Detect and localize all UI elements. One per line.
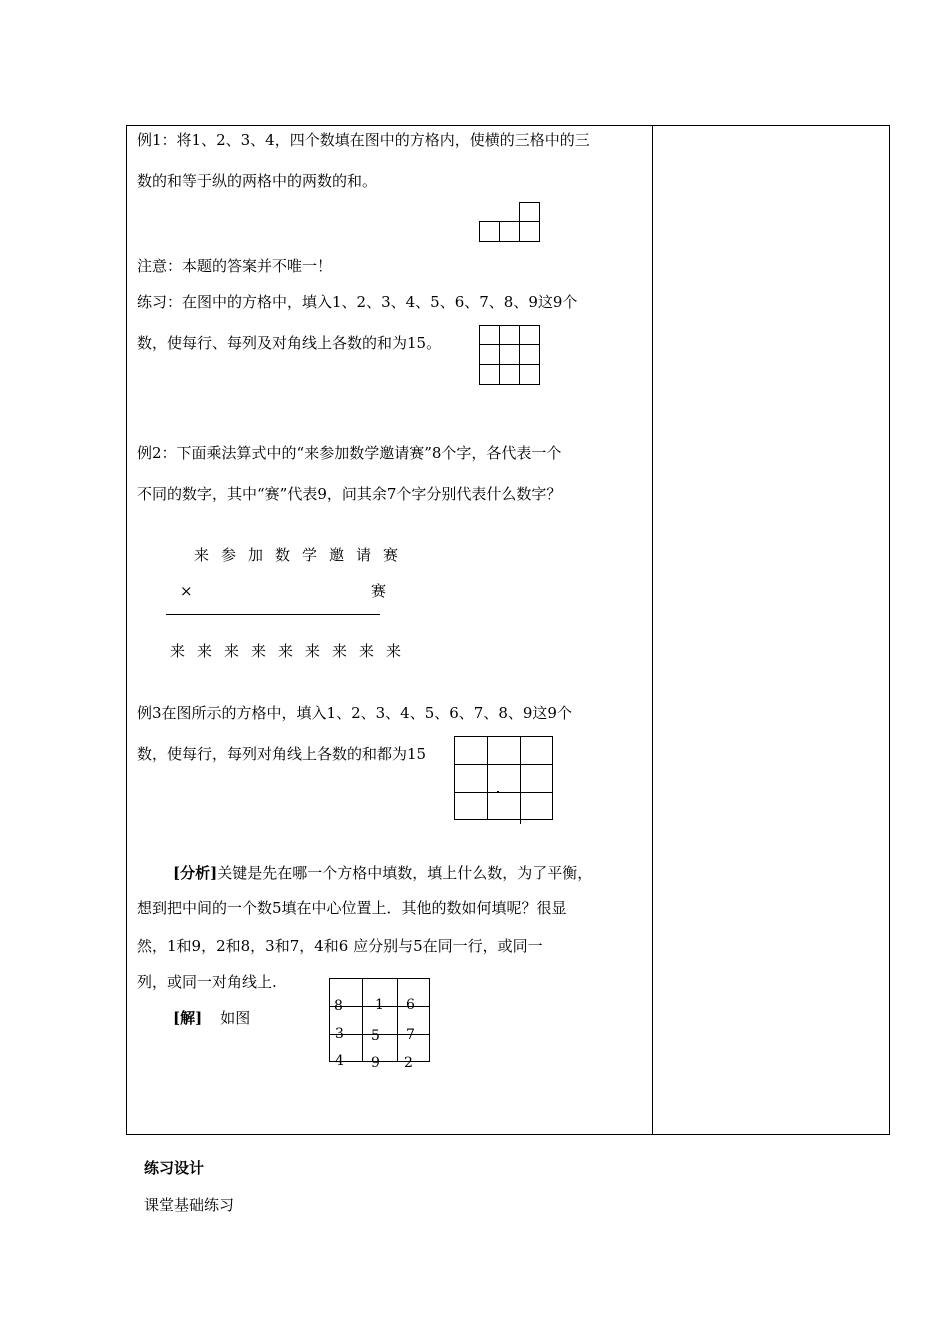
example3-line1: 例3在图所示的方格中，填入1、2、3、4、5、6、7、8、9这9个 — [137, 704, 572, 722]
table-column-divider — [652, 125, 653, 1135]
multiplication-multiplier: 赛 — [371, 582, 387, 600]
solution-text: 如图 — [220, 1009, 251, 1027]
example2-line2: 不同的数字，其中“赛”代表9，问其余7个字分别代表什么数字？ — [137, 485, 562, 503]
multiplication-rule-line — [166, 614, 380, 615]
example3-line2: 数，使每行，每列对角线上各数的和都为15 — [137, 745, 427, 763]
example1-line2: 数的和等于纵的两格中的两数的和。 — [137, 172, 378, 190]
section-heading: 练习设计 — [144, 1159, 205, 1177]
magic-cell: 3 — [335, 1026, 344, 1042]
magic-cell: 4 — [335, 1053, 344, 1069]
example3-analysis-line3: 然，1和9，2和8，3和7，4和6 应分别与5在同一行，或同一 — [137, 937, 543, 955]
multiplication-times-sign: × — [180, 582, 193, 600]
example3-analysis-line2: 想到把中间的一个数5填在中心位置上．其他的数如何填呢？很显 — [137, 899, 567, 917]
multiplication-multiplicand: 来参加数学邀请赛 — [194, 546, 411, 564]
example2-line1: 例2：下面乘法算式中的“来参加数学邀请赛”8个字，各代表一个 — [137, 444, 562, 462]
magic-cell: 8 — [334, 998, 343, 1014]
magic-cell: 7 — [406, 1027, 415, 1043]
exercise-line2: 数，使每行、每列及对角线上各数的和为15。 — [137, 334, 442, 352]
magic-cell: 6 — [406, 997, 415, 1013]
example3-analysis-line1 — [173, 864, 592, 882]
example3-solution — [173, 1009, 250, 1027]
magic-cell: 1 — [375, 997, 384, 1013]
section-subheading: 课堂基础练习 — [144, 1196, 235, 1214]
example1-line1: 例1：将1、2、3、4，四个数填在图中的方格内，使横的三格中的三 — [137, 131, 590, 149]
example3-analysis-line4: 列，或同一对角线上. — [137, 973, 277, 991]
magic-cell: 9 — [371, 1055, 380, 1071]
example1-note: 注意：本题的答案并不唯一！ — [137, 257, 333, 275]
exercise-line1: 练习：在图中的方格中，填入1、2、3、4、5、6、7、8、9这9个 — [137, 293, 578, 311]
magic-cell: 2 — [404, 1055, 413, 1071]
solution-label: [解] — [173, 1009, 203, 1027]
analysis-label: [分析] — [173, 864, 218, 882]
multiplication-product: 来来来来来来来来来 — [170, 642, 414, 660]
analysis-text: 关键是先在哪一个方格中填数，填上什么数，为了平衡， — [217, 864, 593, 882]
magic-cell: 5 — [371, 1028, 380, 1044]
